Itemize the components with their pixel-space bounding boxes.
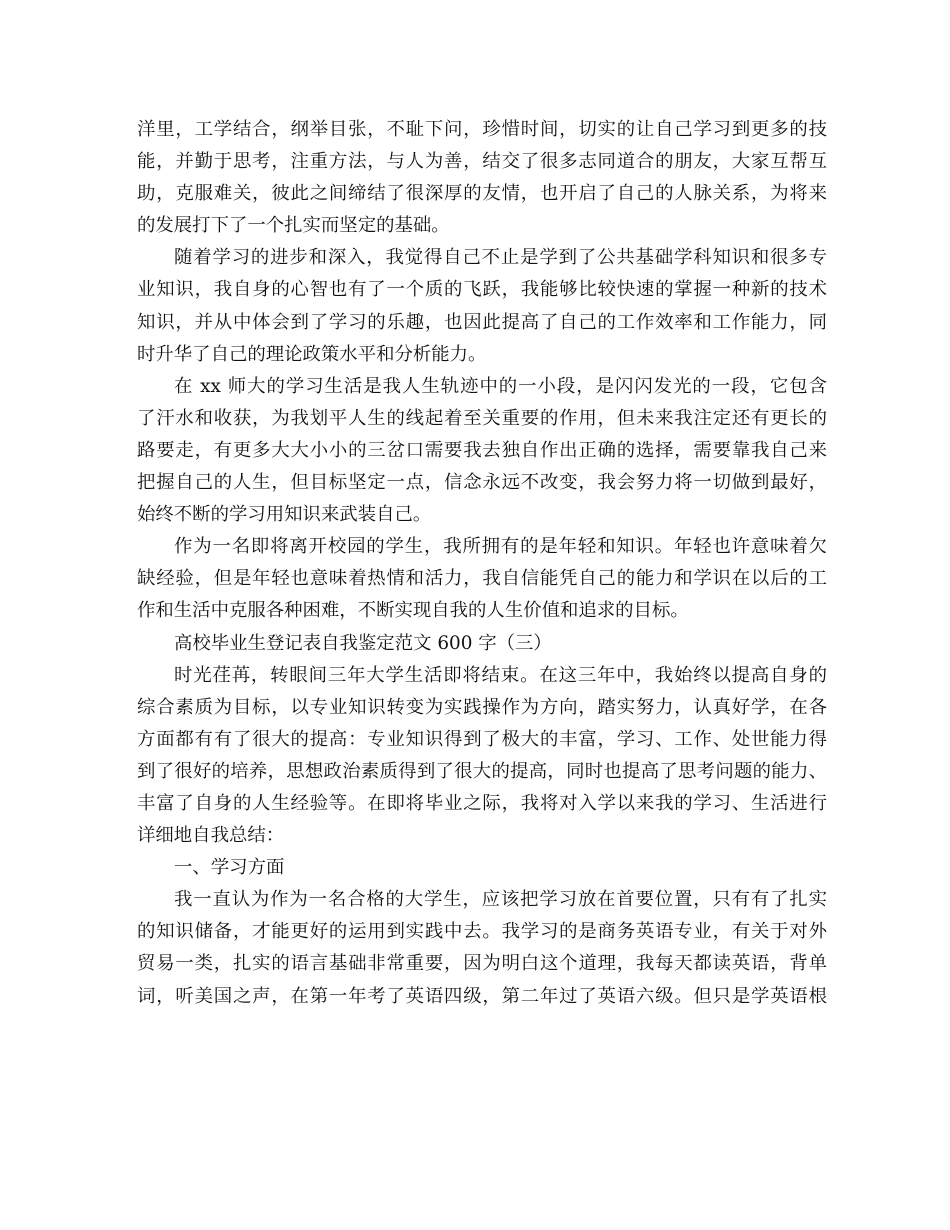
- text-line: 洋里，工学结合，纲举目张，不耻下问，珍惜时间，切实的让自己学习到更多的技: [137, 119, 827, 140]
- text-line: 详细地自我总结：: [137, 825, 285, 847]
- text-line: 能，并勤于思考，注重方法，与人为善，结交了很多志同道合的朋友，大家互帮互: [137, 151, 827, 173]
- text-line: 助，克服难关，彼此之间缔结了很深厚的友情，也开启了自己的人脉关系，为将来: [137, 183, 827, 205]
- text-line: 知识，并从中体会到了学习的乐趣，也因此提高了自己的工作效率和工作能力，同: [137, 311, 827, 333]
- text-line: 把握自己的人生，但目标坚定一点，信念永远不改变，我会努力将一切做到最好，: [137, 472, 827, 494]
- text-line: 词，听美国之声，在第一年考了英语四级，第二年过了英语六级。但只是学英语根: [137, 985, 827, 1007]
- text-line: 综合素质为目标，以专业知识转变为实践操作为方向，踏实努力，认真好学，在各: [137, 696, 827, 718]
- text-line: 随着学习的进步和深入，我觉得自己不止是学到了公共基础学科知识和很多专: [174, 247, 827, 269]
- text-line: 缺经验，但是年轻也意味着热情和活力，我自信能凭自己的能力和学识在以后的工: [137, 568, 827, 590]
- text-line: 时光荏苒，转眼间三年大学生活即将结束。在这三年中，我始终以提高自身的: [174, 664, 827, 686]
- text-line: 了汗水和收获，为我划平人生的线起着至关重要的作用，但未来我注定还有更长的: [137, 407, 827, 429]
- text-line: 的知识储备，才能更好的运用到实践中去。我学习的是商务英语专业，有关于对外: [137, 921, 827, 943]
- text-line: 高校毕业生登记表自我鉴定范文 600 字（三）: [174, 632, 552, 654]
- text-line: 时升华了自己的理论政策水平和分析能力。: [137, 343, 487, 365]
- text-line: 作为一名即将离开校园的学生，我所拥有的是年轻和知识。年轻也许意味着欠: [174, 536, 827, 558]
- document-body: [137, 114, 827, 1013]
- text-line: 始终不断的学习用知识来武装自己。: [137, 504, 432, 526]
- text-line: 贸易一类，扎实的语言基础非常重要，因为明白这个道理，我每天都读英语，背单: [137, 953, 827, 975]
- text-line: 一、学习方面: [174, 857, 285, 879]
- text-line: 我一直认为作为一名合格的大学生，应该把学习放在首要位置，只有有了扎实: [174, 889, 827, 911]
- text-line: 业知识，我自身的心智也有了一个质的飞跃，我能够比较快速的掌握一种新的技术: [137, 279, 827, 301]
- text-line: 路要走，有更多大大小小的三岔口需要我去独自作出正确的选择，需要靠我自己来: [137, 439, 827, 461]
- text-line: 到了很好的培养，思想政治素质得到了很大的提高，同时也提高了思考问题的能力、: [137, 760, 827, 782]
- text-line: 作和生活中克服各种困难，不断实现自我的人生价值和追求的目标。: [137, 600, 689, 622]
- text-line: 在 xx 师大的学习生活是我人生轨迹中的一小段，是闪闪发光的一段，它包含: [174, 375, 827, 397]
- text-line: 的发展打下了一个扎实而坚定的基础。: [137, 215, 450, 237]
- text-line: 方面都有有了很大的提高：专业知识得到了极大的丰富，学习、工作、处世能力得: [137, 728, 827, 750]
- text-line: 丰富了自身的人生经验等。在即将毕业之际，我将对入学以来我的学习、生活进行: [137, 792, 827, 814]
